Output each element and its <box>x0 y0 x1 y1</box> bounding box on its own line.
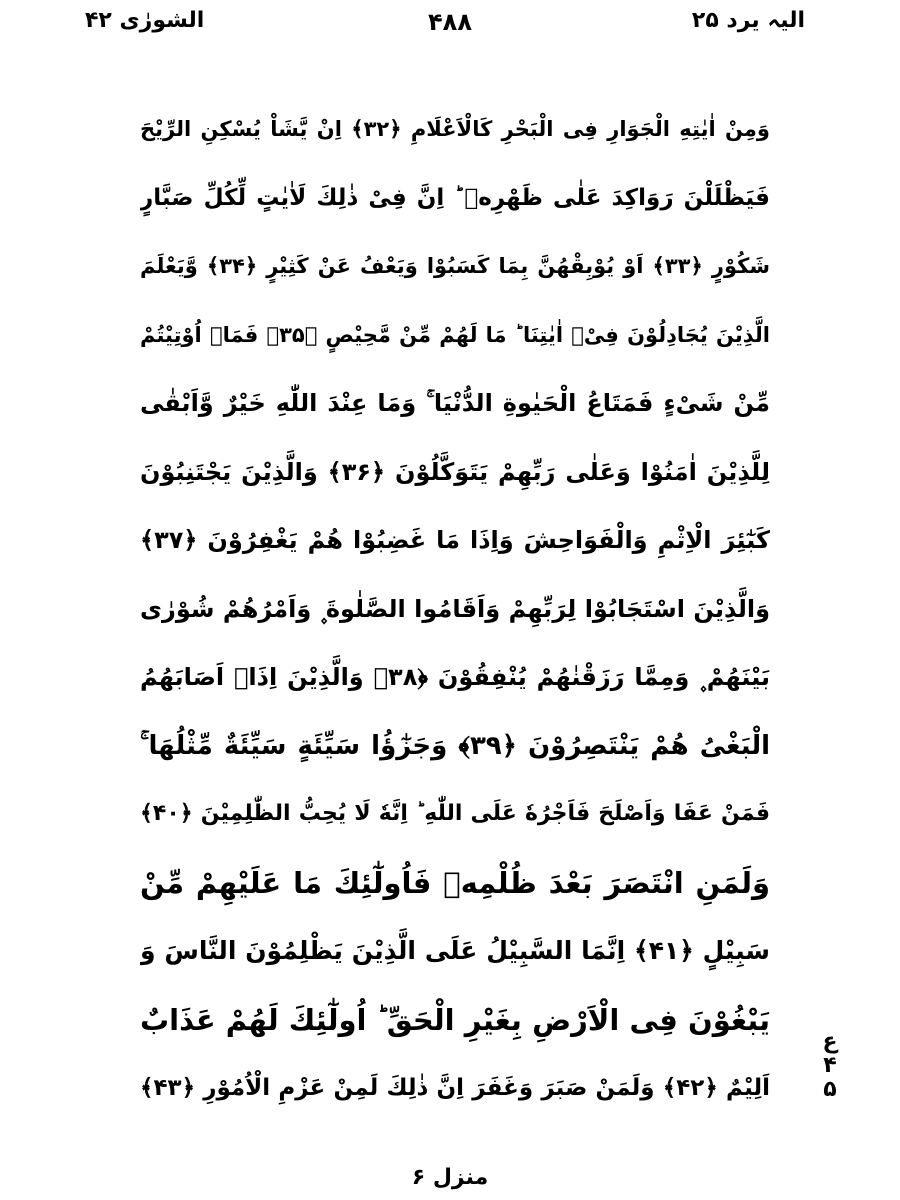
text-line-11: فَمَنْ عَفَا وَاَصْلَحَ فَاَجْرُهٗ عَلَی اللّٰهِ ؕ اِنَّهٗ لَا یُحِبُّ الظّٰلِمِیْنَ ﴿۴۰﴾ <box>140 801 770 826</box>
text-line-10: الْبَغْیُ هُمْ یَنْتَصِرُوْنَ ﴿۳۹﴾ وَجَزٰٓؤُا سَیِّئَةٍ سَیِّئَةٌ مِّثْلُهَا ۚ <box>140 730 770 761</box>
manzil-footer: منزل ۶ <box>411 1165 489 1190</box>
text-line-14: یَبْغُوْنَ فِی الْاَرْضِ بِغَیْرِ الْحَقِّ ؕ اُولٰٓئِكَ لَهُمْ عَذَابٌ <box>140 1002 770 1037</box>
text-line-3: شَكُوْرٍ ﴿۳۳﴾ اَوْ یُوْبِقْهُنَّ بِمَا كَسَبُوْا وَیَعْفُ عَنْ كَثِیْرٍ ﴿۳۴﴾ وَّیَعْلَمَ <box>140 254 770 278</box>
text-line-4: الَّذِیْنَ یُجَادِلُوْنَ فِیْۤ اٰیٰتِنَا ؕ مَا لَهُمْ مِّنْ مَّحِیْصٍ ﴿۳۵﴾ فَمَاۤ اُوْتِیْتُمْ <box>140 322 770 347</box>
text-line-9: بَیْنَهُمْ ۪ وَمِمَّا رَزَقْنٰهُمْ یُنْفِقُوْنَ ﴿۳۸﴾ وَالَّذِیْنَ اِذَاۤ اَصَابَهُمُ <box>140 663 770 691</box>
text-line-2: فَیَظْلَلْنَ رَوَاكِدَ عَلٰی ظَهْرِهٖ ؕ اِنَّ فِیْ ذٰلِكَ لَاٰیٰتٍ لِّكُلِّ صَبَّارٍ <box>140 184 770 211</box>
text-line-5: مِّنْ شَیْءٍ فَمَتَاعُ الْحَیٰوةِ الدُّنْیَا ۚ وَمَا عِنْدَ اللّٰهِ خَیْرٌ وَّاَبْقٰی <box>140 389 770 417</box>
text-line-6: لِلَّذِیْنَ اٰمَنُوْا وَعَلٰی رَبِّهِمْ یَتَوَكَّلُوْنَ ﴿۳۶﴾ وَالَّذِیْنَ یَجْتَنِبُوْنَ <box>140 457 770 486</box>
text-line-7: كَبٰٓئِرَ الْاِثْمِ وَالْفَوَاحِشَ وَاِذَا مَا غَضِبُوْا هُمْ یَغْفِرُوْنَ ﴿۳۷﴾ <box>140 526 770 554</box>
text-line-1: وَمِنْ اٰیٰتِهِ الْجَوَارِ فِی الْبَحْرِ كَالْاَعْلَامِ ﴿۳۲﴾ اِنْ یَّشَاْ یُسْكِنِ الرِّیْحَ <box>140 117 770 141</box>
quran-text-block <box>140 95 770 1123</box>
juz-name-header: الیہ یرد ۲۵ <box>691 8 805 33</box>
text-line-12: وَلَمَنِ انْتَصَرَ بَعْدَ ظُلْمِهٖ فَاُولٰٓئِكَ مَا عَلَیْهِمْ مِّنْ <box>140 865 770 900</box>
surah-name-header: الشورٰی ۴۲ <box>85 8 205 33</box>
page-number: ۴۸۸ <box>428 8 472 36</box>
text-line-13: سَبِیْلٍ ﴿۴۱﴾ اِنَّمَا السَّبِیْلُ عَلَی الَّذِیْنَ یَظْلِمُوْنَ النَّاسَ وَ <box>140 936 770 965</box>
ruku-margin-mark: ع ۴ ۵ <box>822 1029 838 1102</box>
text-line-8: وَالَّذِیْنَ اسْتَجَابُوْا لِرَبِّهِمْ وَاَقَامُوا الصَّلٰوةَ ۪ وَاَمْرُهُمْ شُوْرٰی <box>140 594 770 623</box>
text-line-15: اَلِیْمٌ ﴿۴۲﴾ وَلَمَنْ صَبَرَ وَغَفَرَ اِنَّ ذٰلِكَ لَمِنْ عَزْمِ الْاُمُوْرِ ﴿۴۳﴾ <box>140 1075 770 1101</box>
page-header <box>0 0 900 50</box>
